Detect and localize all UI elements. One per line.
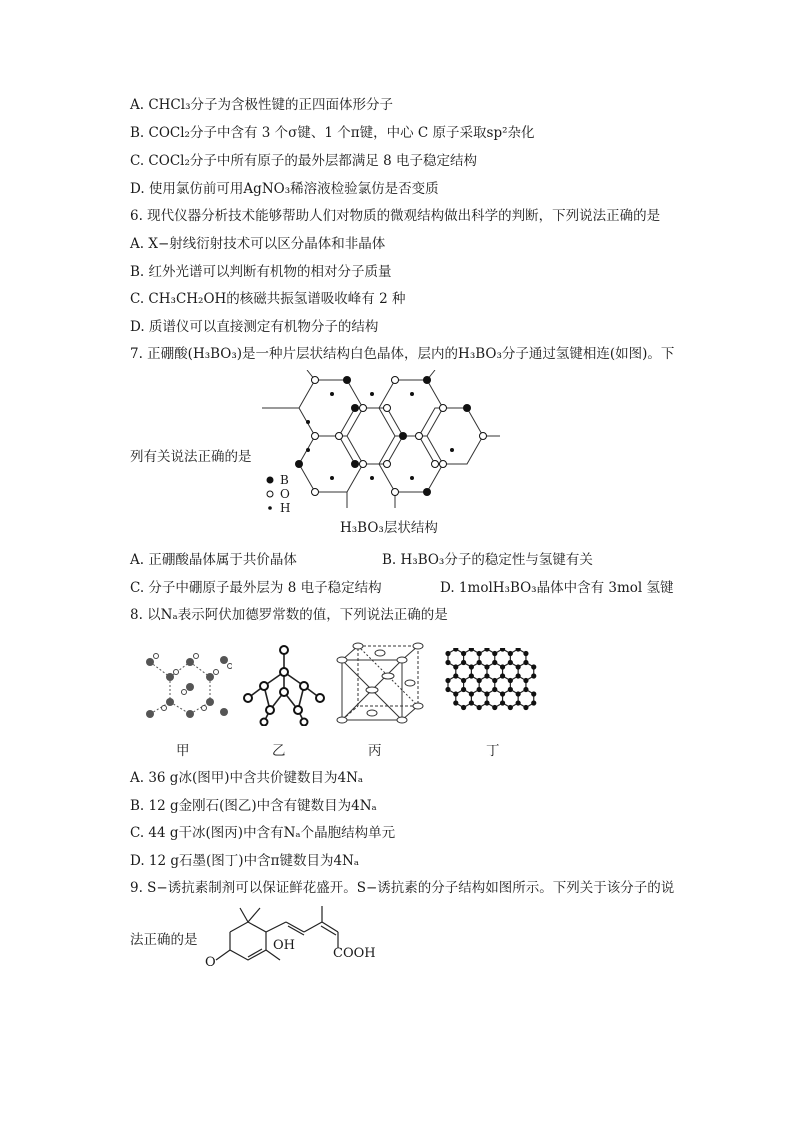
ketone-o-label: O: [205, 955, 216, 970]
graphite-atom: [508, 678, 513, 683]
oh-label: OH: [273, 938, 295, 953]
graphite-atom: [469, 691, 474, 696]
q5-option-a: A. CHCl₃分子为含极性键的正四面体形分子: [130, 97, 393, 113]
graphite-atom: [453, 648, 458, 652]
graphite-atom: [492, 660, 497, 665]
graphite-atom: [477, 651, 482, 656]
figure-label-ding: 丁: [486, 743, 500, 759]
q9-stem: 9. S−诱抗素制剂可以保证鲜花盛开。S−诱抗素的分子结构如图所示。下列关于该分子的说: [130, 880, 675, 896]
graphite-atom: [469, 673, 474, 678]
graphite-atom: [445, 687, 450, 692]
graphite-atom: [516, 673, 521, 678]
graphite-atom: [445, 678, 450, 683]
graphite-atom: [477, 660, 482, 665]
graphite-atom: [461, 660, 466, 665]
legend-boron: B: [266, 473, 290, 487]
q5-option-c: C. COCl₂分子中所有原子的最外层都满足 8 电子稳定结构: [130, 153, 478, 169]
graphite-atom: [516, 664, 521, 669]
graphite-atom: [516, 691, 521, 696]
legend-hydrogen: H: [266, 501, 290, 515]
graphite-atom: [453, 700, 458, 705]
s-abscisic-acid-structure: [200, 902, 390, 974]
q6-option-a: A. X−射线衍射技术可以区分晶体和非晶体: [130, 236, 386, 252]
graphite-atom: [461, 651, 466, 656]
q7-option-a: A. 正硼酸晶体属于共价晶体: [130, 552, 297, 568]
graphite-atom: [508, 651, 513, 656]
graphite-atom: [445, 660, 450, 665]
graphite-atom: [500, 673, 505, 678]
graphite-atom: [492, 705, 497, 710]
graphite-atom: [531, 673, 536, 678]
q7-option-c: C. 分子中硼原子最外层为 8 电子稳定结构: [130, 580, 382, 596]
graphite-atom: [500, 648, 505, 652]
graphite-atom: [508, 687, 513, 692]
graphite-atom: [516, 700, 521, 705]
ice-structure-figure: [140, 642, 232, 726]
boric-acid-legend: [266, 473, 290, 515]
dry-ice-structure-figure: [334, 642, 426, 726]
graphite-atom: [523, 687, 528, 692]
figure-label-bing: 丙: [368, 743, 382, 759]
q8-option-a: A. 36 g冰(图甲)中含共价键数目为4Nₐ: [130, 770, 364, 786]
graphite-atom: [508, 660, 513, 665]
graphite-atom: [492, 651, 497, 656]
q5-option-d: D. 使用氯仿前可用AgNO₃稀溶液检验氯仿是否变质: [130, 181, 439, 197]
diamond-structure-figure: [238, 642, 330, 726]
graphite-atom: [445, 651, 450, 656]
q8-option-b: B. 12 g金刚石(图乙)中含有键数目为4Nₐ: [130, 798, 377, 814]
graphite-atom: [531, 700, 536, 705]
graphite-atom: [453, 673, 458, 678]
graphite-atom: [523, 660, 528, 665]
legend-oxygen: O: [266, 487, 290, 501]
graphite-atom: [500, 664, 505, 669]
graphite-atom: [484, 664, 489, 669]
q6-stem: 6. 现代仪器分析技术能够帮助人们对物质的微观结构做出科学的判断，下列说法正确的是: [130, 208, 661, 224]
figure-label-yi: 乙: [272, 743, 286, 759]
graphite-atom: [484, 648, 489, 652]
graphite-atom: [508, 705, 513, 710]
graphite-atom: [523, 651, 528, 656]
q9-stem-cont: 法正确的是: [130, 932, 198, 948]
graphite-atom: [500, 700, 505, 705]
graphite-atom: [461, 678, 466, 683]
cooh-label: COOH: [333, 946, 376, 961]
graphite-atom: [531, 664, 536, 669]
q6-option-c: C. CH₃CH₂OH的核磁共振氢谱吸收峰有 2 种: [130, 291, 406, 307]
q6-option-b: B. 红外光谱可以判断有机物的相对分子质量: [130, 264, 392, 280]
graphite-atom: [523, 678, 528, 683]
graphite-atom: [453, 691, 458, 696]
graphite-atom: [469, 700, 474, 705]
q7-stem-cont: 列有关说法正确的是: [130, 449, 252, 465]
graphite-atom: [492, 678, 497, 683]
q6-option-d: D. 质谱仪可以直接测定有机物分子的结构: [130, 319, 379, 335]
graphite-atom: [477, 678, 482, 683]
graphite-atom: [461, 705, 466, 710]
graphite-structure-figure: [438, 648, 546, 728]
graphite-atom: [461, 687, 466, 692]
graphite-atom: [477, 705, 482, 710]
graphite-atom: [453, 664, 458, 669]
graphite-atom: [484, 700, 489, 705]
graphite-atom: [492, 687, 497, 692]
boric-acid-caption: H₃BO₃层状结构: [340, 520, 438, 536]
q7-option-d: D. 1molH₃BO₃晶体中含有 3mol 氢键: [440, 580, 674, 596]
graphite-atom: [477, 687, 482, 692]
graphite-atom: [500, 691, 505, 696]
q7-stem: 7. 正硼酸(H₃BO₃)是一种片层状结构白色晶体，层内的H₃BO₃分子通过氢键相连(如图)。下: [130, 346, 675, 362]
graphite-atom: [469, 648, 474, 652]
graphite-atom: [469, 664, 474, 669]
figure-label-jia: 甲: [176, 743, 190, 759]
graphite-atom: [484, 673, 489, 678]
q8-option-d: D. 12 g石墨(图丁)中含π键数目为4Nₐ: [130, 853, 360, 869]
q8-option-c: C. 44 g干冰(图丙)中含有Nₐ个晶胞结构单元: [130, 825, 396, 841]
q5-option-b: B. COCl₂分子中含有 3 个σ键、1 个π键，中心 C 原子采取sp²杂化: [130, 125, 535, 141]
graphite-atom: [531, 691, 536, 696]
q7-option-b: B. H₃BO₃分子的稳定性与氢键有关: [382, 552, 593, 568]
graphite-atom: [523, 705, 528, 710]
q8-stem: 8. 以Nₐ表示阿伏加德罗常数的值，下列说法正确的是: [130, 607, 448, 623]
graphite-atom: [516, 648, 521, 652]
graphite-atom: [484, 691, 489, 696]
